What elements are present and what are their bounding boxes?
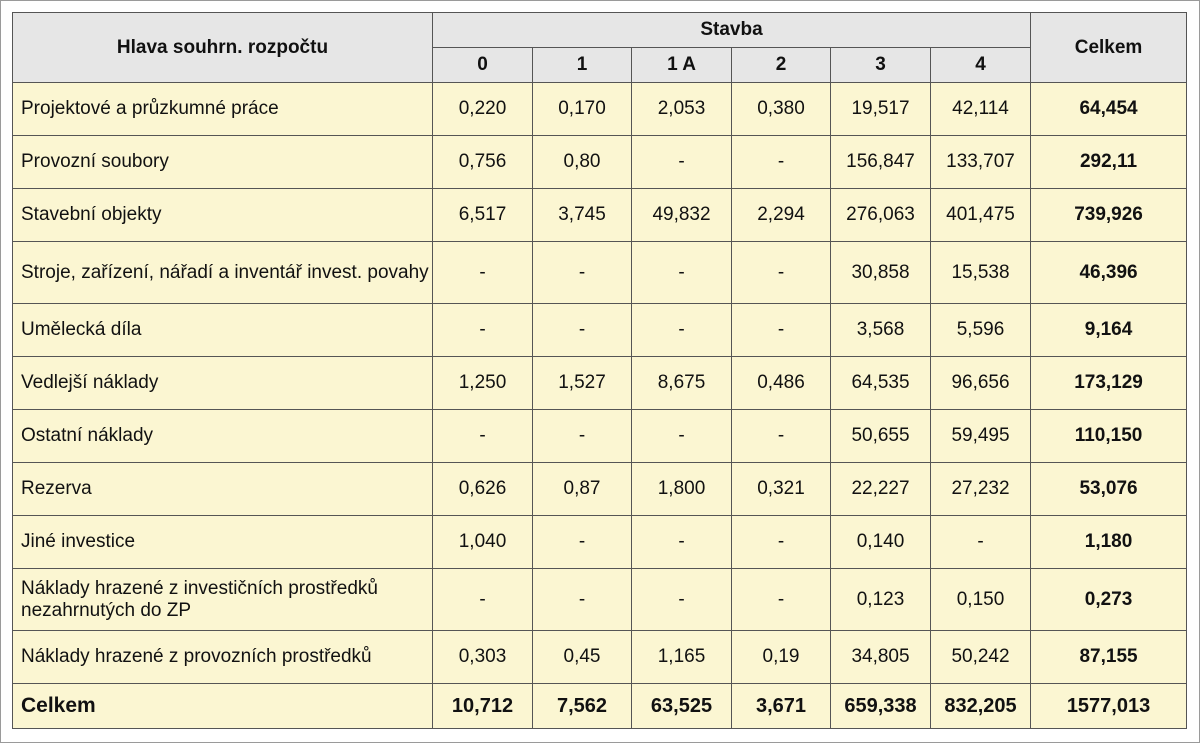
column-header: 1 A [632,48,732,83]
table-cell: - [433,304,533,357]
table-cell: 34,805 [831,631,931,684]
table-cell: - [732,242,831,304]
row-label-header: Hlava souhrn. rozpočtu [13,13,433,83]
table-row [13,304,1187,357]
table-cell: 42,114 [931,83,1031,136]
table-cell: - [533,304,632,357]
row-label: Stroje, zařízení, nářadí a inventář invest. povahy [13,242,433,304]
table-cell: - [533,242,632,304]
table-cell: 0,19 [732,631,831,684]
table-row [13,463,1187,516]
table-cell: - [732,569,831,631]
table-cell: 59,495 [931,410,1031,463]
table-cell: - [632,304,732,357]
column-header: 2 [732,48,831,83]
table-row [13,516,1187,569]
table-cell: - [732,516,831,569]
row-label: Projektové a průzkumné práce [13,83,433,136]
row-label: Rezerva [13,463,433,516]
table-cell: - [632,569,732,631]
row-total: 46,396 [1031,242,1187,304]
table-row [13,410,1187,463]
table-cell: 3,568 [831,304,931,357]
table-cell: 22,227 [831,463,931,516]
table-cell: 0,80 [533,136,632,189]
table-row [13,631,1187,684]
table-cell: 2,294 [732,189,831,242]
table-cell: 1,527 [533,357,632,410]
row-label: Stavební objekty [13,189,433,242]
table-cell: 30,858 [831,242,931,304]
table-cell: 1,250 [433,357,533,410]
table-cell: 0,626 [433,463,533,516]
table-cell: - [433,410,533,463]
table-cell: 5,596 [931,304,1031,357]
table-cell: 1,165 [632,631,732,684]
row-label: Náklady hrazené z provozních prostředků [13,631,433,684]
footer-cell: 7,562 [533,684,632,729]
row-label: Ostatní náklady [13,410,433,463]
table-cell: - [433,569,533,631]
table-cell: 8,675 [632,357,732,410]
table-cell: 0,45 [533,631,632,684]
table-cell: - [433,242,533,304]
row-total: 292,11 [1031,136,1187,189]
table-cell: 156,847 [831,136,931,189]
table-cell: 6,517 [433,189,533,242]
table-cell: 0,140 [831,516,931,569]
table-cell: 0,380 [732,83,831,136]
column-header: 1 [533,48,632,83]
table-cell: 15,538 [931,242,1031,304]
table-cell: 2,053 [632,83,732,136]
column-header: 0 [433,48,533,83]
table-cell: 0,303 [433,631,533,684]
column-header: 3 [831,48,931,83]
table-cell: - [632,516,732,569]
footer-cell: 10,712 [433,684,533,729]
footer-cell: 3,671 [732,684,831,729]
table-cell: 0,150 [931,569,1031,631]
row-total: 739,926 [1031,189,1187,242]
table-row [13,189,1187,242]
table-cell: - [732,304,831,357]
table-body [13,83,1187,684]
row-total: 1,180 [1031,516,1187,569]
table-cell: 0,123 [831,569,931,631]
table-row [13,357,1187,410]
table-row [13,569,1187,631]
row-label: Vedlejší náklady [13,357,433,410]
table-cell: 50,242 [931,631,1031,684]
row-total: 110,150 [1031,410,1187,463]
table-cell: 50,655 [831,410,931,463]
table-cell: 0,87 [533,463,632,516]
table-cell: - [931,516,1031,569]
footer-cell: 659,338 [831,684,931,729]
group-header: Stavba [433,13,1031,48]
table-cell: 0,321 [732,463,831,516]
table-cell: 1,040 [433,516,533,569]
table-cell: 401,475 [931,189,1031,242]
table-cell: - [632,242,732,304]
column-header: 4 [931,48,1031,83]
table-cell: 0,170 [533,83,632,136]
table-cell: - [533,410,632,463]
table-cell: 3,745 [533,189,632,242]
row-label: Umělecká díla [13,304,433,357]
table-cell: 96,656 [931,357,1031,410]
row-label: Provozní soubory [13,136,433,189]
row-label: Náklady hrazené z investičních prostředků nezahrnutých do ZP [13,569,433,631]
footer-total: 1577,013 [1031,684,1187,729]
table-cell: 19,517 [831,83,931,136]
table-row [13,83,1187,136]
table-row [13,136,1187,189]
row-label: Jiné investice [13,516,433,569]
table-cell: 0,756 [433,136,533,189]
table-cell: - [533,516,632,569]
table-cell: - [732,410,831,463]
row-total: 87,155 [1031,631,1187,684]
total-header: Celkem [1031,13,1187,83]
table-cell: 0,220 [433,83,533,136]
table-row [13,242,1187,304]
footer-cell: 63,525 [632,684,732,729]
row-total: 173,129 [1031,357,1187,410]
budget-table [12,12,1187,729]
table-cell: - [632,136,732,189]
table-cell: 49,832 [632,189,732,242]
row-total: 64,454 [1031,83,1187,136]
row-total: 9,164 [1031,304,1187,357]
table-cell: 0,486 [732,357,831,410]
table-cell: 64,535 [831,357,931,410]
table-cell: - [732,136,831,189]
footer-label: Celkem [13,684,433,729]
table-cell: 276,063 [831,189,931,242]
table-cell: 1,800 [632,463,732,516]
table-cell: - [533,569,632,631]
table-cell: 27,232 [931,463,1031,516]
footer-cell: 832,205 [931,684,1031,729]
table-cell: 133,707 [931,136,1031,189]
row-total: 53,076 [1031,463,1187,516]
table-cell: - [632,410,732,463]
row-total: 0,273 [1031,569,1187,631]
